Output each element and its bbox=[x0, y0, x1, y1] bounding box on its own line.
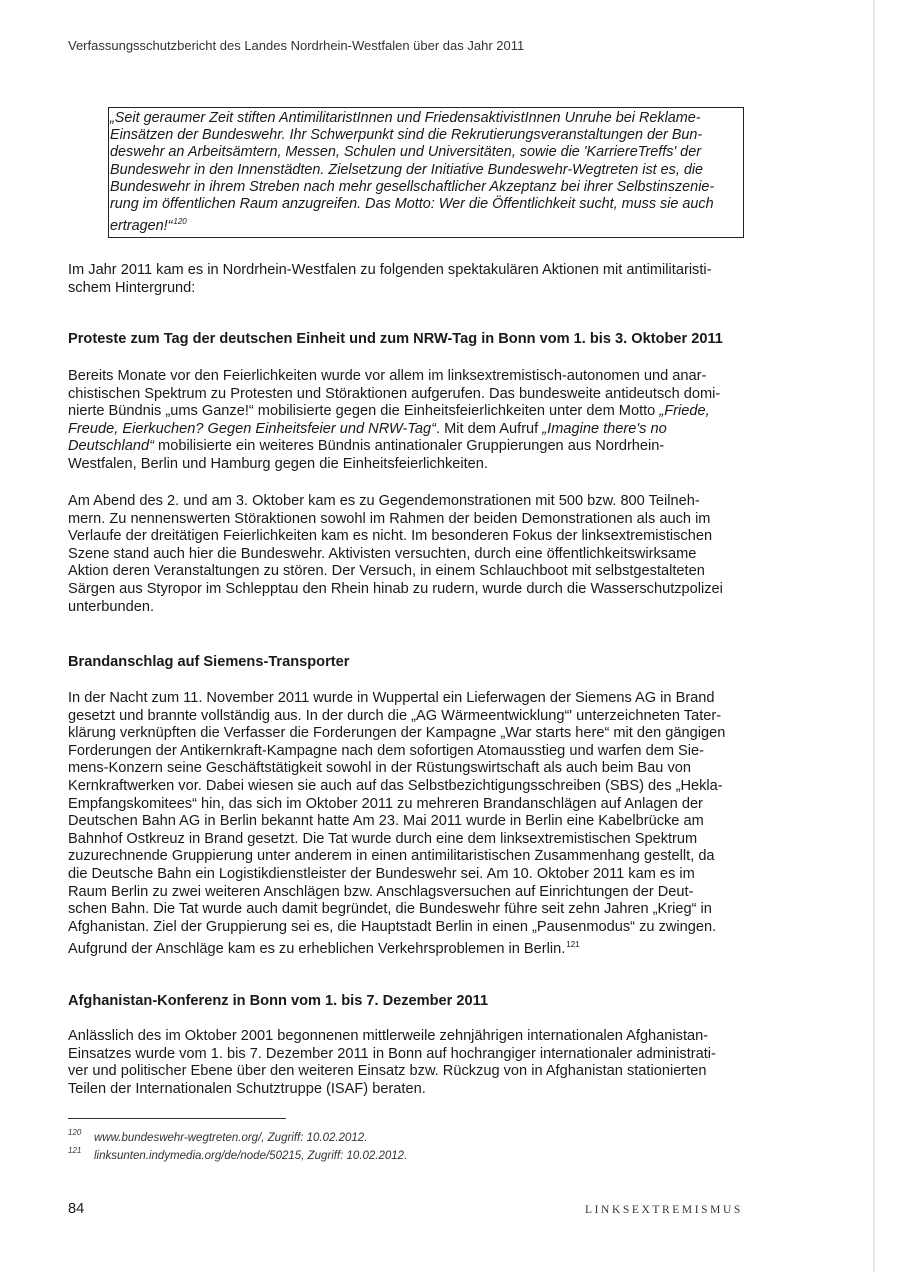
quote-line-last bbox=[110, 213, 743, 235]
footnote-number: 121 bbox=[68, 1146, 82, 1155]
line-text: mobilisierte ein weiteres Bündnis antinationaler Gruppierungen aus Nordrhein- bbox=[154, 438, 665, 455]
paragraph-line: Kernkraftwerken vor. Dabei wiesen sie auch auf das Selbstbezichtigungsschreiben (SBS) des „Hekla- bbox=[68, 777, 723, 794]
footnote-link[interactable]: linksunten.indymedia.org/de/node/50215, Zugriff: 10.02.2012. bbox=[94, 1150, 408, 1162]
paragraph-line: mens-Konzern seine Geschäftstätigkeit sowohl in der Rüstungswirtschaft als auch beim Bau von bbox=[68, 760, 691, 777]
line-text: Aufgrund der Anschläge kam es zu erheblichen Verkehrsproblemen in Berlin. bbox=[68, 941, 566, 958]
paragraph-line: schen Bahn. Die Tat wurde auch damit begründet, die Bundeswehr führe seit zehn Jahren „Krieg“ in bbox=[68, 901, 712, 918]
paragraph-line-last bbox=[68, 936, 725, 959]
paragraph-line: Bereits Monate vor den Feierlichkeiten wurde vor allem im linksextremistisch-autonomen und anar- bbox=[68, 368, 707, 384]
line-text: nierte Bündnis „ums Ganze!“ mobilisierte gegen die Einheitsfeierlichkeiten unter dem Motto bbox=[68, 403, 660, 420]
page-number: 84 bbox=[68, 1201, 85, 1217]
paragraph-line bbox=[68, 403, 720, 421]
paragraph-line: chistischen Spektrum zu Protesten und Störaktionen aufgerufen. Das bundesweite antideutsch domi- bbox=[68, 385, 721, 402]
footnote-ref-121: 121 bbox=[566, 940, 580, 950]
paragraph-line: Westfalen, Berlin und Hamburg gegen die Einheitsfeierlichkeiten. bbox=[68, 455, 488, 472]
quote-line: Einsätzen der Bundeswehr. Ihr Schwerpunkt sind die Rekrutierungsveranstaltungen der Bun- bbox=[110, 127, 703, 144]
quote-box bbox=[108, 107, 744, 238]
motto-text: Freude, Eierkuchen? Gegen Einheitsfeier und NRW-Tag“ bbox=[68, 420, 437, 437]
paragraph-line: mern. Zu nennenswerten Störaktionen sowohl im Rahmen der beiden Demonstrationen als auch im bbox=[68, 510, 711, 527]
paragraph-line: Szene stand auch hier die Bundeswehr. Aktivisten versuchten, durch eine öffentlichkeitswirksame bbox=[68, 545, 697, 562]
quote-line: rung im öffentlichen Raum anzugreifen. Das Motto: Wer die Öffentlichkeit sucht, muss sie auch bbox=[110, 196, 714, 213]
paragraph-line: schem Hintergrund: bbox=[68, 279, 196, 296]
paragraph-line bbox=[68, 421, 720, 439]
footnote-120 bbox=[68, 1128, 568, 1148]
paragraph-line bbox=[68, 438, 720, 456]
footnote-number: 120 bbox=[68, 1128, 82, 1137]
paragraph-line: Forderungen der Antikernkraft-Kampagne nach dem sofortigen Atomausstieg und warfen dem Sie- bbox=[68, 742, 704, 759]
section1-paragraph-2 bbox=[68, 493, 723, 616]
quote-line: deswehr an Arbeitsämtern, Messen, Schulen und Universitäten, sowie die 'KarriereTreffs' der bbox=[110, 144, 701, 161]
footnote-121 bbox=[68, 1146, 568, 1166]
running-header: Verfassungsschutzbericht des Landes Nordrhein-Westfalen über das Jahr 2011 bbox=[68, 38, 525, 53]
quote-line: Bundeswehr in ihrem Streben nach mehr gesellschaftlicher Akzeptanz bei ihrer Selbstinszenie- bbox=[110, 178, 715, 195]
paragraph-line: Im Jahr 2011 kam es in Nordrhein-Westfalen zu folgenden spektakulären Aktionen mit antimilitaristi- bbox=[68, 262, 712, 278]
paragraph-line: klärung verknüpften die Verfasser die Forderungen der Kampagne „War starts here“ mit den gängigen bbox=[68, 725, 726, 742]
section-heading-afghanistan: Afghanistan-Konferenz in Bonn vom 1. bis 7. Dezember 2011 bbox=[68, 993, 489, 1009]
call-text: Deutschland“ bbox=[68, 438, 154, 455]
paragraph-line: Raum Berlin zu zwei weiteren Anschlägen bzw. Anschlagsversuchen auf Einrichtungen der Deut- bbox=[68, 883, 694, 900]
line-text: . Mit dem Aufruf bbox=[436, 420, 543, 437]
intro-paragraph bbox=[68, 262, 712, 297]
paragraph-line: ver und politischer Ebene über den weiteren Einsatz bzw. Rückzug von in Afghanistan stationierten bbox=[68, 1063, 707, 1080]
paragraph-line: Am Abend des 2. und am 3. Oktober kam es zu Gegendemonstrationen mit 500 bzw. 800 Teilneh- bbox=[68, 493, 700, 509]
quote-line: Bundeswehr in den Innenstädten. Zielsetzung der Initiative Bundeswehr-Wegtreten ist es, die bbox=[110, 161, 704, 178]
paragraph-line: die Deutsche Bahn ein Logistikdienstleister der Bundeswehr sei. Am 10. Oktober 2011 kam es im bbox=[68, 865, 695, 882]
paragraph-line: In der Nacht zum 11. November 2011 wurde in Wuppertal ein Lieferwagen der Siemens AG in Brand bbox=[68, 690, 715, 706]
scan-edge bbox=[873, 0, 875, 1272]
paragraph-line: Empfangskomitees“ hin, das sich im Oktober 2011 zu mehreren Brandanschlägen auf Anlagen der bbox=[68, 795, 703, 812]
paragraph-line: gesetzt und brannte vollständig aus. In der durch die „AG Wärmeentwicklung“' unterzeichneten Tater- bbox=[68, 707, 722, 724]
paragraph-line: Verlaufe der dreitätigen Feierlichkeiten kam es nicht. Im besonderen Fokus der linksextremistischen bbox=[68, 528, 713, 545]
footer-section-label: LINKSEXTREMISMUS bbox=[585, 1204, 743, 1216]
paragraph-line: Särgen aus Styropor im Schlepptau den Rhein hinab zu rudern, wurde durch die Wasserschutzpolizei bbox=[68, 580, 723, 597]
footnote-divider bbox=[68, 1118, 286, 1119]
section3-paragraph bbox=[68, 1028, 716, 1098]
section-heading-siemens: Brandanschlag auf Siemens-Transporter bbox=[68, 654, 350, 670]
quote-line-text: ertragen!“ bbox=[110, 218, 173, 235]
paragraph-line: Einsatzes wurde vom 1. bis 7. Dezember 2011 in Bonn auf hochrangiger internationaler administrati- bbox=[68, 1045, 716, 1062]
section-heading-bonn-protests: Proteste zum Tag der deutschen Einheit und zum NRW-Tag in Bonn vom 1. bis 3. Oktober 2011 bbox=[68, 331, 723, 347]
paragraph-line: Afghanistan. Ziel der Gruppierung sei es, die Hauptstadt Berlin in einen „Pausenmodus“ zu zwingen. bbox=[68, 918, 717, 935]
paragraph-line: Teilen der Internationalen Schutztruppe (ISAF) beraten. bbox=[68, 1080, 426, 1097]
section2-paragraph bbox=[68, 690, 725, 959]
paragraph-line: unterbunden. bbox=[68, 598, 155, 615]
footnote-link[interactable]: www.bundeswehr-wegtreten.org/, Zugriff: 10.02.2012. bbox=[94, 1132, 368, 1144]
paragraph-line: Aktion deren Veranstaltungen zu stören. Der Versuch, in einem Schlauchboot mit selbstgestalteten bbox=[68, 563, 705, 580]
section1-paragraph-1 bbox=[68, 368, 720, 474]
paragraph-line: Bahnhof Ostkreuz in Brand gesetzt. Die Tat wurde durch eine dem linksextremistischen Spektrum bbox=[68, 830, 698, 847]
paragraph-line: Anlässlich des im Oktober 2001 begonnenen mittlerweile zehnjährigen internationalen Afghanistan- bbox=[68, 1028, 709, 1044]
footnote-ref-120: 120 bbox=[173, 217, 187, 227]
quote-line: „Seit geraumer Zeit stiften AntimilitaristInnen und FriedensaktivistInnen Unruhe bei Reklame- bbox=[110, 110, 701, 126]
paragraph-line: zuzurechnende Gruppierung unter anderem in einen antimilitaristischen Zusammenhang gestellt, da bbox=[68, 848, 715, 865]
paragraph-line: Deutschen Bahn AG in Berlin bekannt hatte Am 23. Mai 2011 wurde in Berlin eine Kabelbrücke am bbox=[68, 813, 704, 830]
motto-text: „Friede, bbox=[659, 403, 710, 420]
call-text: „Imagine there's no bbox=[542, 420, 667, 437]
